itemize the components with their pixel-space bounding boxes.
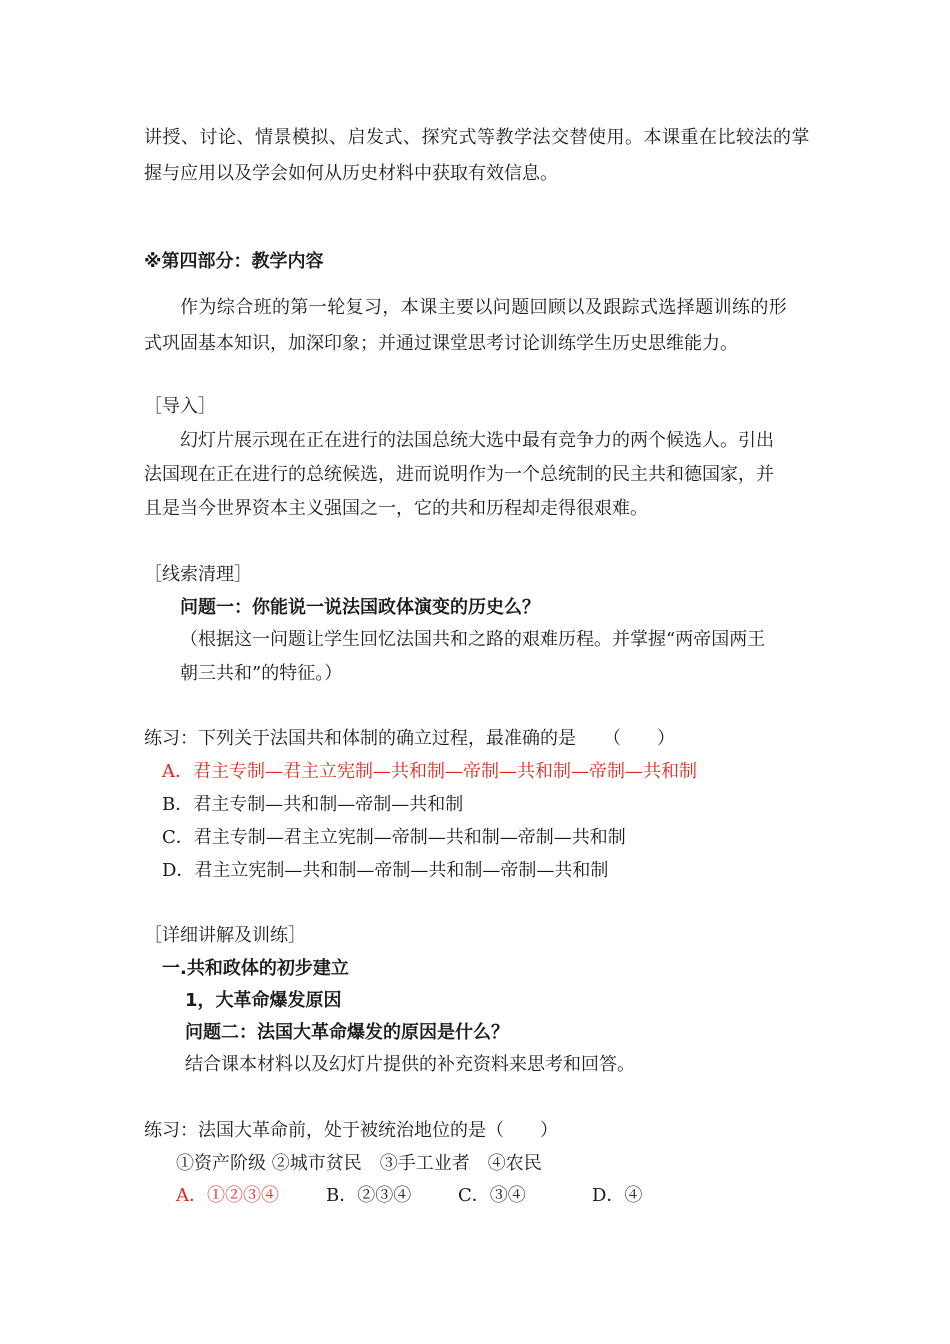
daoru-line-2: 法国现在正在进行的总统候选，进而说明作为一个总统制的民主共和德国家，并	[144, 464, 774, 485]
intro-line-1: 讲授、讨论、情景模拟、启发式、探究式等教学法交替使用。本课重在比较法的掌	[144, 127, 810, 148]
exercise1-stem: 练习：下列关于法国共和体制的确立过程，最准确的是 （ ）	[144, 728, 675, 749]
exercise2-items: ①资产阶级 ②城市贫民 ③手工业者 ④农民	[176, 1153, 542, 1174]
subsection-1-title: 1，大革命爆发原因	[185, 990, 342, 1011]
exercise1-option-a-answer: A．君主专制—君主立宪制—共和制—帝制—共和制—帝制—共和制	[162, 761, 697, 782]
section-one-title: 一.共和政体的初步建立	[162, 958, 349, 979]
xiansuo-heading: ［线索清理］	[144, 564, 252, 585]
part4-line-1: 作为综合班的第一轮复习，本课主要以问题回顾以及跟踪式选择题训练的形	[180, 297, 788, 318]
daoru-line-1: 幻灯片展示现在正在进行的法国总统大选中最有竞争力的两个候选人。引出	[180, 430, 774, 451]
intro-line-2: 握与应用以及学会如何从历史材料中获取有效信息。	[144, 163, 558, 184]
question-two: 问题二：法国大革命爆发的原因是什么？	[185, 1022, 509, 1043]
xiansuo-note-2: 朝三共和”的特征。）	[180, 663, 343, 684]
exercise2-stem: 练习：法国大革命前，处于被统治地位的是（ ）	[144, 1120, 558, 1141]
part4-heading: ※第四部分：教学内容	[144, 251, 324, 272]
part4-line-2: 式巩固基本知识，加深印象；并通过课堂思考讨论训练学生历史思维能力。	[144, 333, 738, 354]
daoru-heading: ［导入］	[144, 396, 216, 417]
exercise2-option-c: C．③④	[458, 1185, 526, 1206]
question-one: 问题一：你能说一说法国政体演变的历史么？	[180, 597, 540, 618]
exercise1-option-b: B．君主专制—共和制—帝制—共和制	[162, 794, 464, 815]
exercise1-option-d: D．君主立宪制—共和制—帝制—共和制—帝制—共和制	[162, 860, 609, 881]
exercise2-option-b: B．②③④	[326, 1185, 412, 1206]
detail-heading: ［详细讲解及训练］	[144, 925, 306, 946]
exercise2-option-a-answer: A．①②③④	[176, 1185, 279, 1206]
daoru-line-3: 且是当今世界资本主义强国之一，它的共和历程却走得很艰难。	[144, 498, 648, 519]
exercise2-option-d: D．④	[592, 1185, 643, 1206]
detail-note: 结合课本材料以及幻灯片提供的补充资料来思考和回答。	[185, 1054, 635, 1075]
exercise1-option-c: C．君主专制—君主立宪制—帝制—共和制—帝制—共和制	[162, 827, 626, 848]
xiansuo-note-1: （根据这一问题让学生回忆法国共和之路的艰难历程。并掌握“两帝国两王	[180, 629, 766, 650]
